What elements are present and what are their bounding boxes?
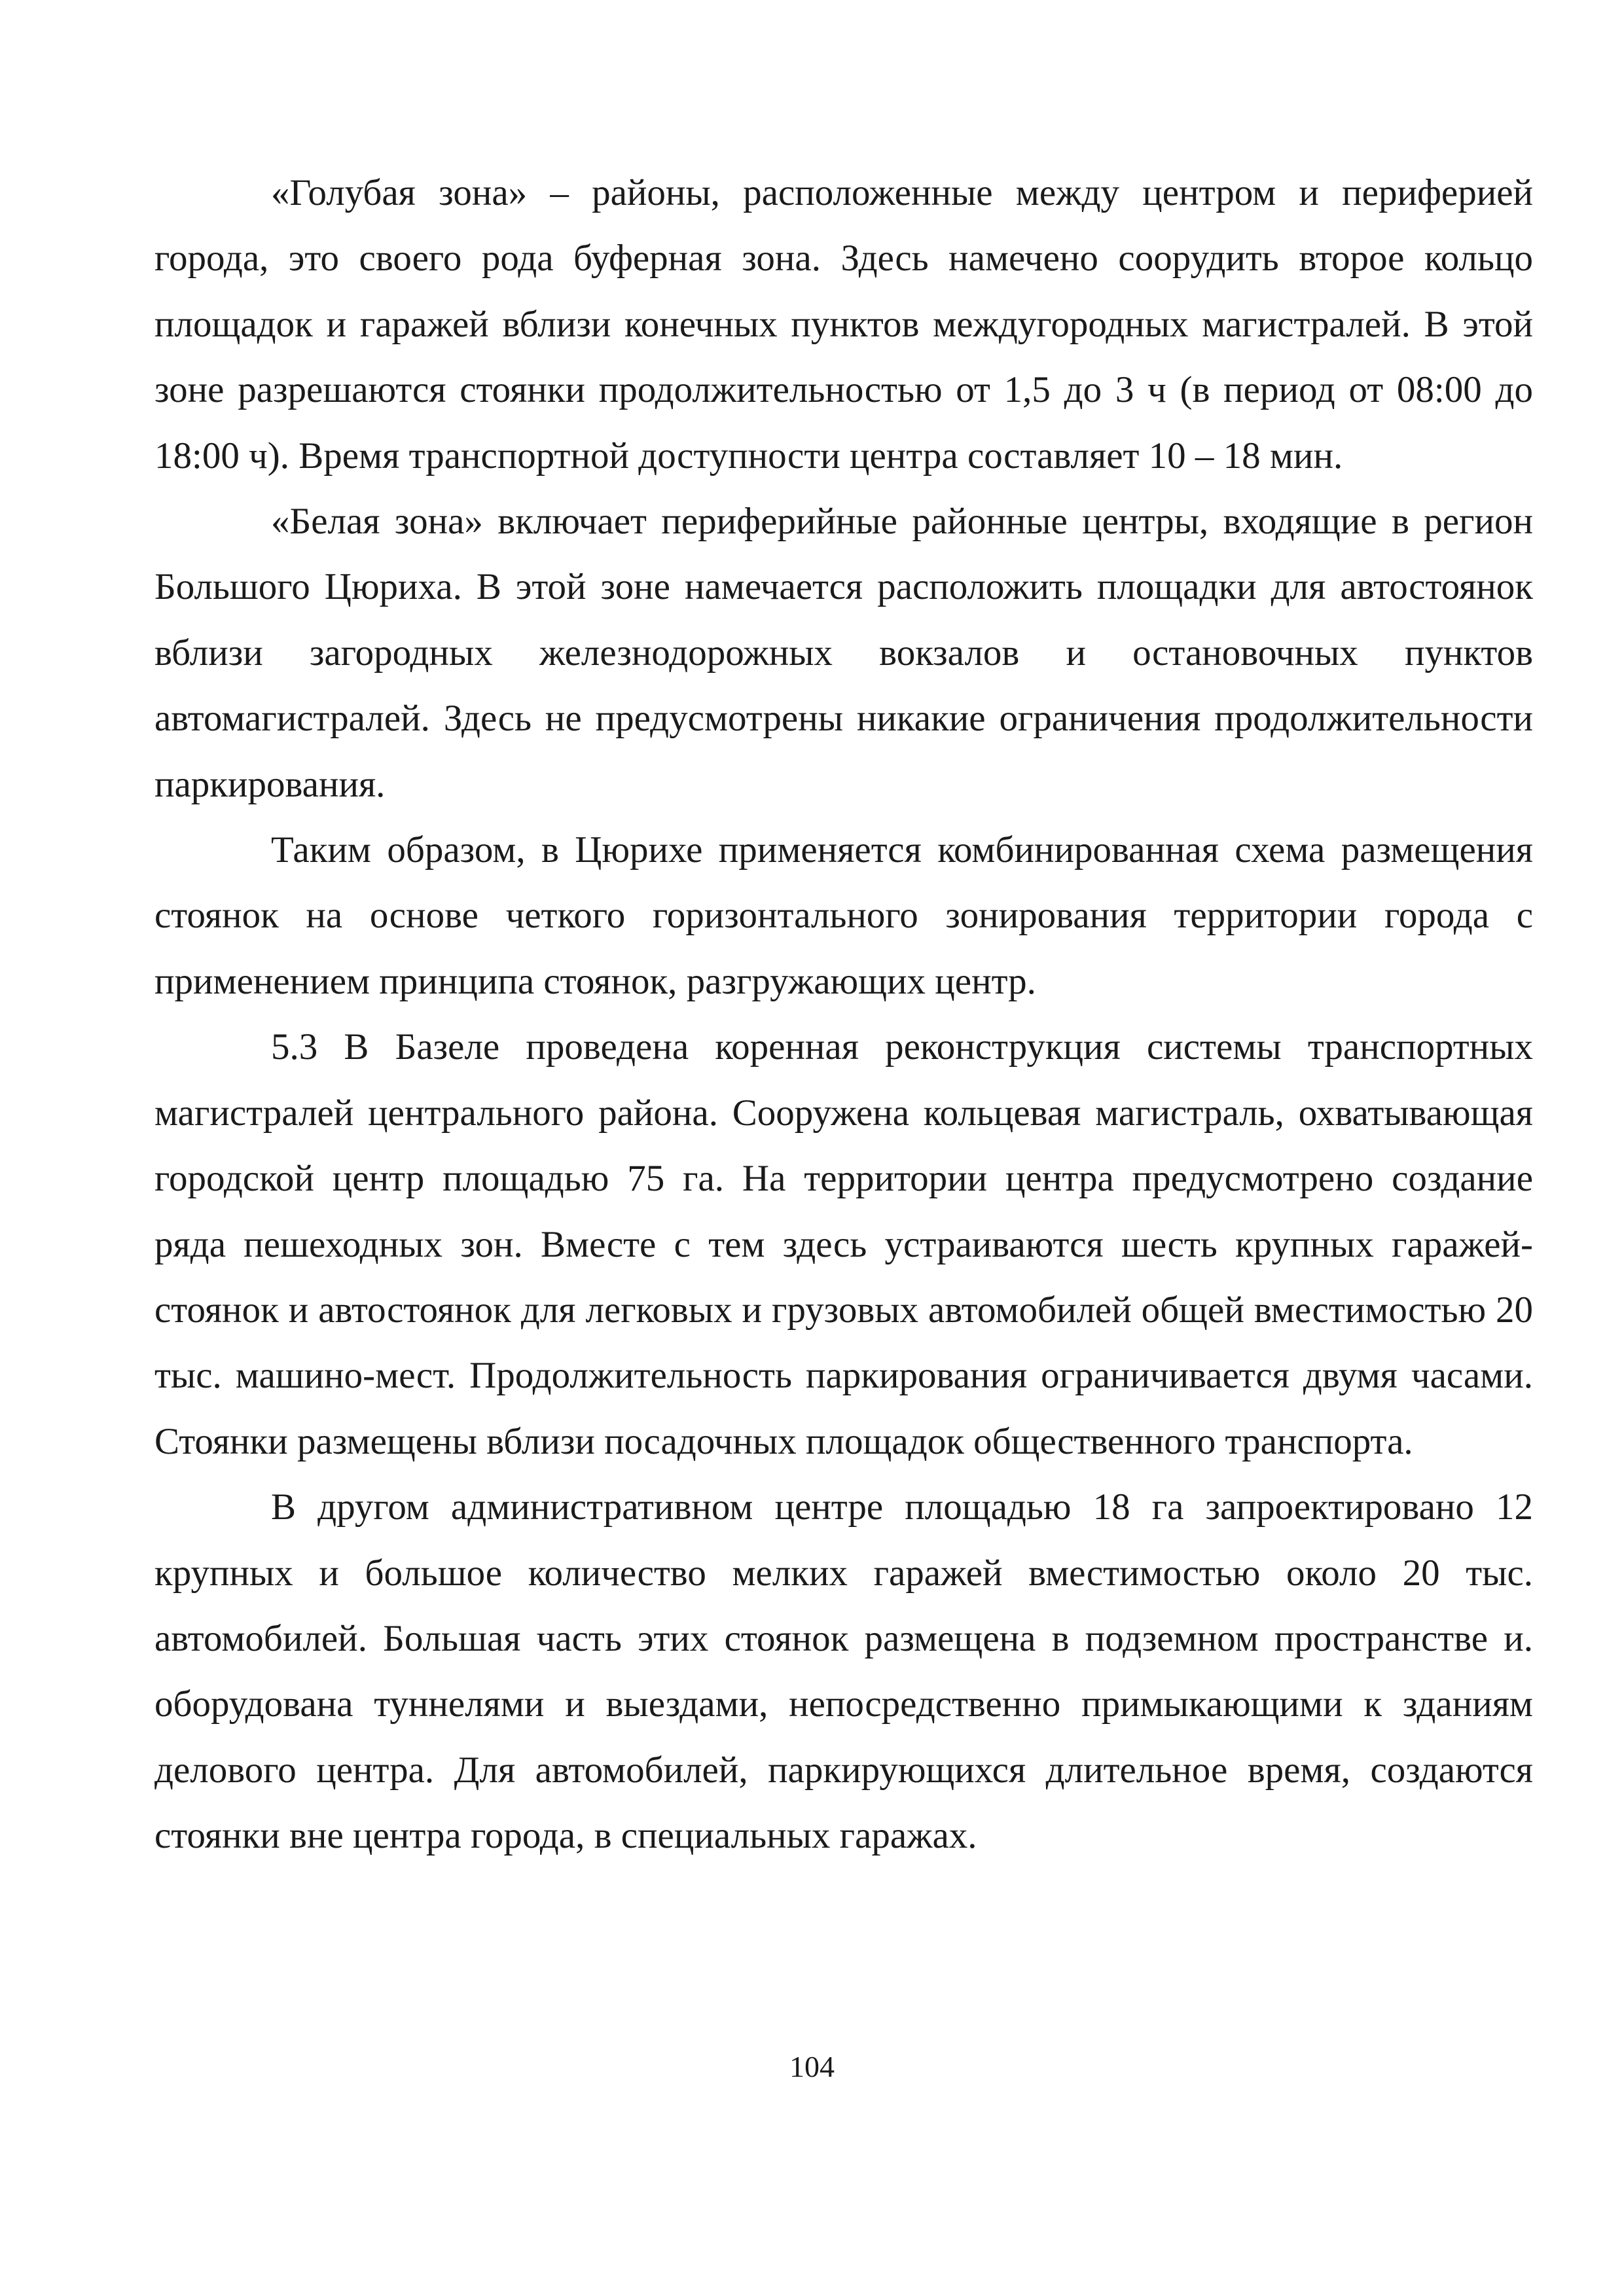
paragraph-admin-center: В другом административном центре площадью 18 га запроектировано 12 крупных и большое количество мелких гаражей вместимостью около 20 тыс. автомобилей. Большая часть этих стоянок размещена в подземном пространстве и. оборудована туннелями и выездами, непосредственно примыкающими к зданиям делового центра. Для автомобилей, паркирующихся длительное время, создаются стоянки вне центра города, в специальных гаражах. xyxy=(154,1486,1533,1857)
page-number: 104 xyxy=(789,2050,835,2083)
body-text xyxy=(154,160,1533,1869)
paragraph-basel: 5.3 В Базеле проведена коренная реконструкция системы транспортных магистралей центрального района. Сооружена кольцевая магистраль, охватывающая городской центр площадью 75 га. На территории центра предусмотрено создание ряда пешеходных зон. Вместе с тем здесь устраиваются шесть крупных гаражей-стоянок и автостоянок для легковых и грузовых автомобилей общей вместимостью 20 тыс. машино-мест. Продолжительность паркирования ограничивается двумя часами. Стоянки размещены вблизи посадочных площадок общественного транспорта. xyxy=(154,1026,1533,1462)
paragraph-white-zone: «Белая зона» включает периферийные районные центры, входящие в регион Большого Цюриха. В этой зоне намечается расположить площадки для автостоянок вблизи загородных железнодорожных вокзалов и остановочных пунктов автомагистралей. Здесь не предусмотрены никакие ограничения продолжительности паркирования. xyxy=(154,501,1533,805)
paragraph-blue-zone: «Голубая зона» – районы, расположенные между центром и периферией города, это своего рода буферная зона. Здесь намечено соорудить второе кольцо площадок и гаражей вблизи конечных пунктов междугородных магистралей. В этой зоне разрешаются стоянки продолжительностью от 1,5 до 3 ч (в период от 08:00 до 18:00 ч). Время транспортной доступности центра составляет 10 – 18 мин. xyxy=(154,172,1533,476)
paragraph-zurich-summary: Таким образом, в Цюрихе применяется комбинированная схема размещения стоянок на основе четкого горизонтального зонирования территории города с применением принципа стоянок, разгружающих центр. xyxy=(154,829,1533,1002)
